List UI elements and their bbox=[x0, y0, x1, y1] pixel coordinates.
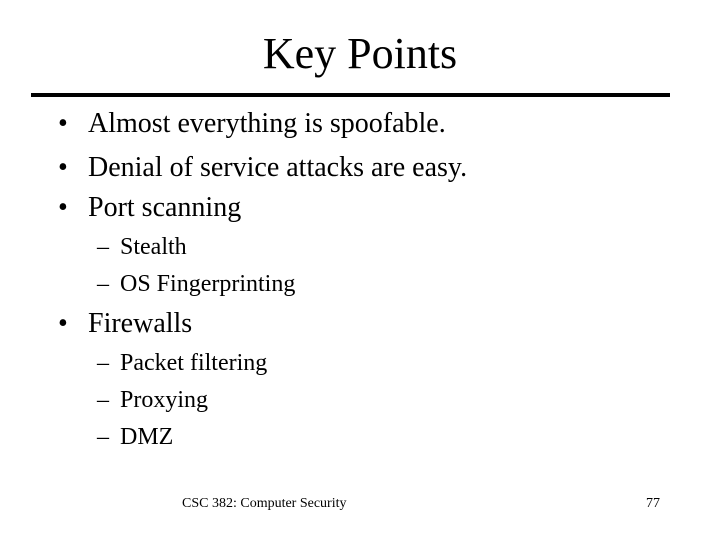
dash-marker: – bbox=[97, 350, 109, 376]
dash-marker: – bbox=[97, 234, 109, 260]
dash-marker: – bbox=[97, 424, 109, 450]
slide-title: Key Points bbox=[262, 29, 458, 78]
bullet-text: Denial of service attacks are easy. bbox=[88, 152, 468, 183]
sub-bullet-text: DMZ bbox=[120, 424, 174, 450]
title-divider bbox=[31, 93, 670, 97]
bullet-marker: • bbox=[58, 108, 68, 139]
sub-bullet-text: Packet filtering bbox=[120, 350, 268, 376]
bullet-marker: • bbox=[58, 152, 68, 183]
footer-course-title: CSC 382: Computer Security bbox=[182, 496, 347, 511]
dash-marker: – bbox=[97, 387, 109, 413]
slide-footer bbox=[0, 494, 720, 514]
sub-bullet-text: Stealth bbox=[120, 234, 187, 260]
bullet-text: Port scanning bbox=[88, 192, 242, 223]
dash-marker: – bbox=[97, 271, 109, 297]
bullet-text: Firewalls bbox=[88, 308, 193, 339]
bullet-marker: • bbox=[58, 192, 68, 223]
bullet-text: Almost everything is spoofable. bbox=[88, 108, 446, 139]
bullet-marker: • bbox=[58, 308, 68, 339]
sub-bullet-text: Proxying bbox=[120, 387, 209, 413]
page-number: 77 bbox=[646, 496, 660, 511]
sub-bullet-text: OS Fingerprinting bbox=[120, 271, 296, 297]
